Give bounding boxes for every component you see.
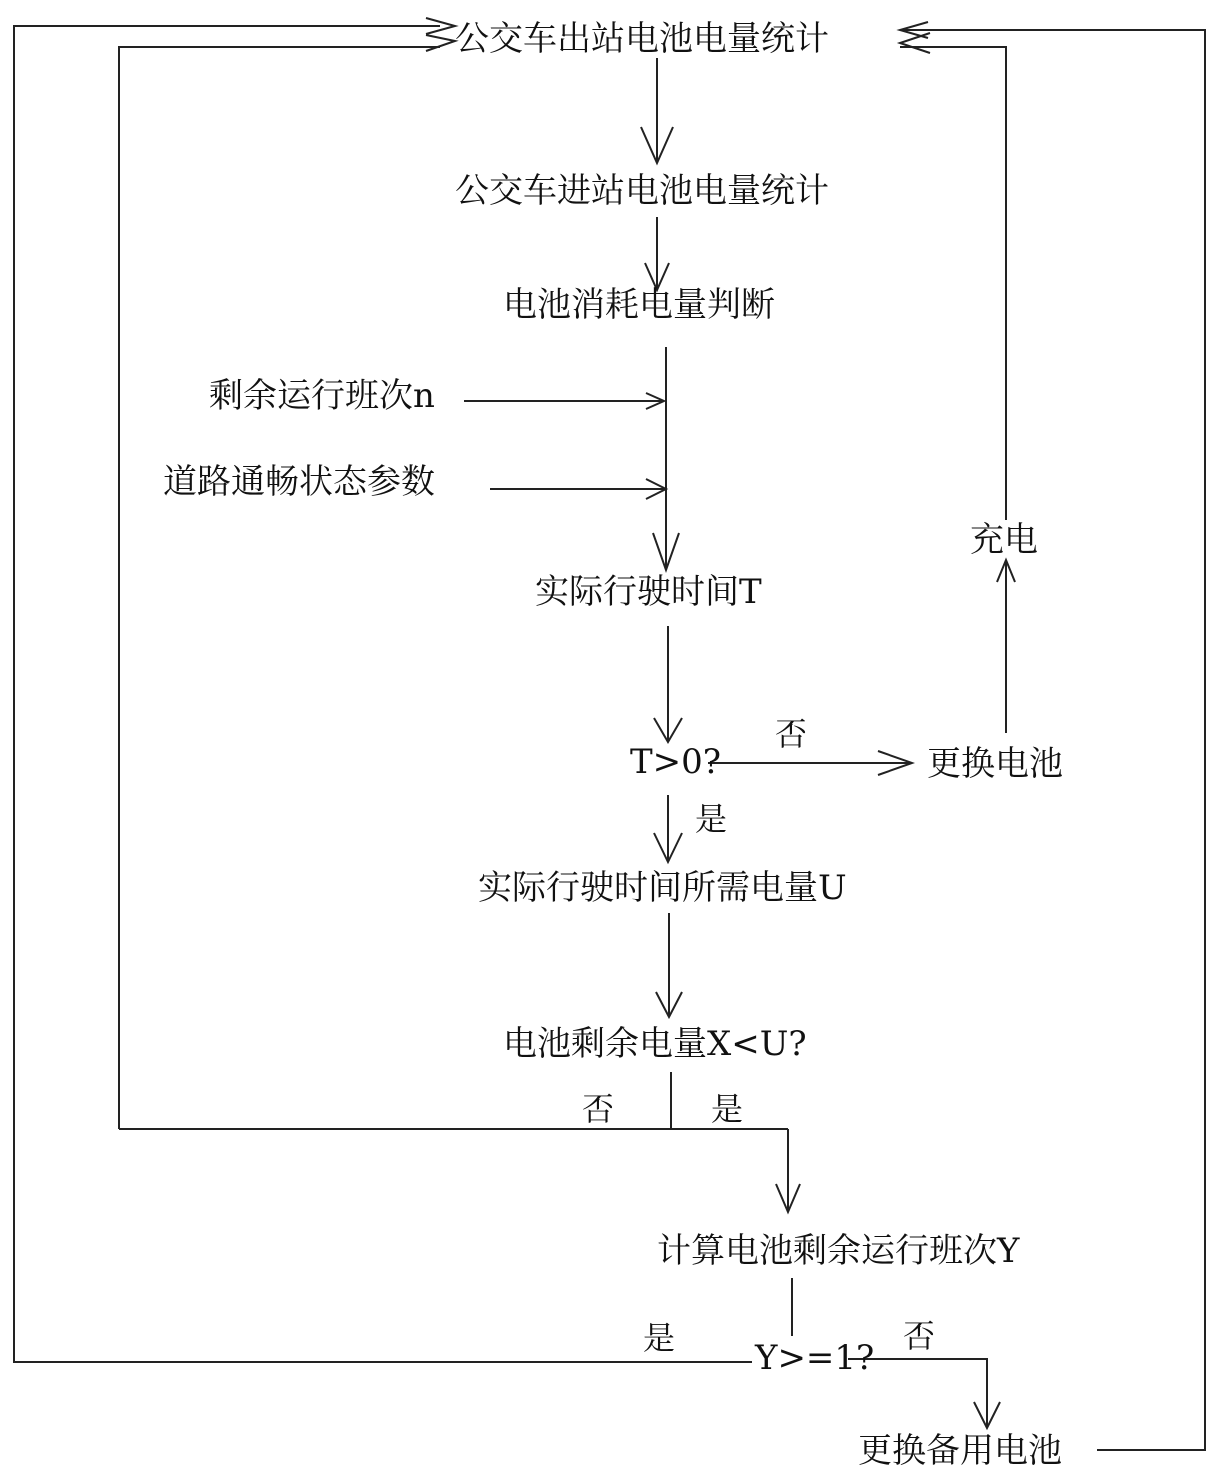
connector-replace-to-charge: [997, 560, 1015, 733]
connector-arrive-to-judge: [645, 217, 669, 290]
node-replace-spare-battery: 更换备用电池: [858, 1431, 1062, 1471]
node-decision-t: T>0?: [630, 742, 722, 782]
node-replace-battery: 更换电池: [927, 744, 1063, 784]
node-calc-trips-y: 计算电池剩余运行班次Y: [657, 1231, 1020, 1271]
connector-decision-x-split: [119, 1072, 788, 1129]
label-decision-x-yes: 是: [711, 1090, 744, 1128]
label-decision-y-yes: 是: [643, 1319, 676, 1357]
node-actual-time-t: 实际行驶时间T: [535, 572, 762, 612]
connector-decision-x-no-loop: [119, 35, 455, 1129]
label-decision-x-no: 否: [582, 1090, 615, 1128]
node-consumption-judge: 电池消耗电量判断: [503, 285, 775, 325]
node-road-state-params: 道路通畅状态参数: [163, 462, 435, 502]
node-remaining-trips-n: 剩余运行班次n: [209, 376, 435, 416]
label-decision-y-no: 否: [903, 1317, 936, 1355]
node-decision-y: Y>=1?: [755, 1338, 875, 1378]
node-charge: 充电: [970, 520, 1038, 560]
node-arrive-battery-stats: 公交车进站电池电量统计: [455, 171, 829, 211]
connector-trips-n-to-judge: [464, 393, 664, 409]
connector-decision-x-yes-to-calc: [776, 1129, 800, 1212]
connector-road-to-judge: [490, 479, 666, 499]
label-decision-t-yes: 是: [695, 800, 728, 838]
label-decision-t-no: 否: [775, 715, 808, 753]
connector-decision-y-yes-loop: [14, 18, 752, 1362]
connector-decision-t-yes-to-power: [654, 795, 682, 862]
connector-decision-t-no-to-replace: [708, 751, 912, 775]
connector-judge-to-time: [653, 347, 679, 570]
node-required-power-u: 实际行驶时间所需电量U: [478, 868, 847, 908]
connector-power-to-decision-x: [656, 913, 682, 1017]
node-depart-battery-stats: 公交车出站电池电量统计: [455, 19, 829, 59]
connector-depart-to-arrive: [641, 58, 673, 163]
connector-time-to-decision-t: [654, 626, 682, 742]
node-decision-x: 电池剩余电量X<U?: [503, 1024, 807, 1064]
connector-charge-to-depart: [900, 33, 1006, 520]
